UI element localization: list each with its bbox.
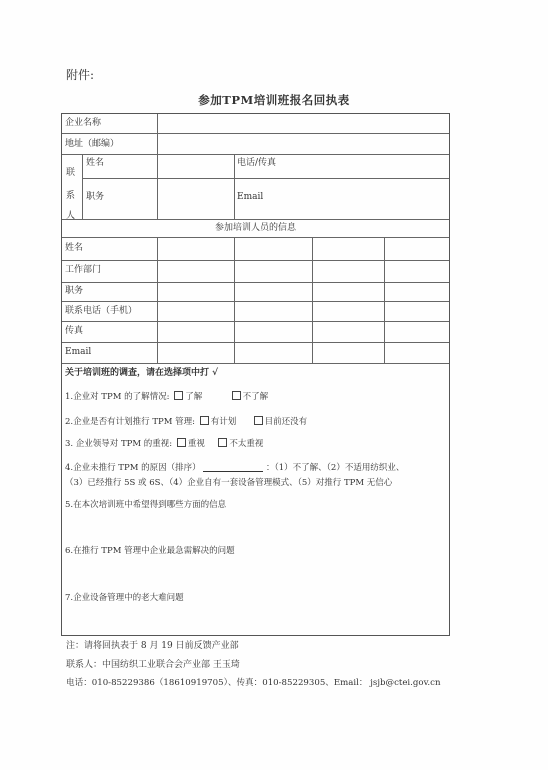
registration-table — [61, 113, 450, 636]
survey-q2-text: 2.企业是否有计划推行 TPM 管理: — [65, 417, 195, 427]
checkbox-value[interactable] — [177, 438, 186, 447]
attachment-label: 附件: — [66, 68, 95, 82]
survey-q1-text: 1.企业对 TPM 的了解情况: — [65, 392, 170, 402]
form-title: 参加TPM培训班报名回执表 — [198, 93, 350, 107]
checkbox-has-plan[interactable] — [200, 416, 209, 425]
trainee-row-label: 姓名 — [65, 243, 84, 253]
survey-heading: 关于培训班的调查，请在选择项中打 √ — [65, 368, 219, 378]
footer-contact-info: 电话：010-85229386（18610919705）、传真：010-85229305、Email： jsjb@ctei.gov.cn — [66, 678, 441, 688]
trainee-row-label: 职务 — [65, 286, 84, 296]
checkbox-not-value[interactable] — [218, 438, 227, 447]
survey-q2 — [65, 416, 307, 428]
survey-q4-line1 — [65, 462, 404, 474]
company-name-label: 企业名称 — [65, 118, 102, 128]
footer-contact-person: 联系人：中国纺织工业联合会产业部 王玉琦 — [66, 660, 240, 670]
checkbox-no-plan[interactable] — [254, 416, 263, 425]
q2-option-label: 有计划 — [210, 417, 237, 427]
checkbox-understand[interactable] — [174, 391, 183, 400]
trainees-section-title: 参加培训人员的信息 — [214, 223, 296, 233]
q2-option-label: 目前还没有 — [264, 417, 308, 427]
contact-side-char: 人 — [66, 211, 76, 221]
survey-q6: 6.在推行 TPM 管理中企业最急需解决的问题 — [65, 546, 235, 556]
survey-q7: 7.企业设备管理中的老大难问题 — [65, 593, 184, 603]
survey-q1 — [65, 391, 268, 403]
footer-note: 注：请将回执表于 8 月 19 日前反馈产业部 — [66, 641, 239, 651]
contact-position-label: 职务 — [86, 192, 105, 202]
survey-q4-text: 4.企业未推行 TPM 的原因（排序） — [65, 463, 201, 473]
trainee-row-label: 工作部门 — [65, 265, 102, 275]
company-address-label: 地址（邮编） — [65, 139, 120, 149]
checkbox-not-understand[interactable] — [232, 391, 241, 400]
contact-phone-label: 电话/传真 — [237, 158, 277, 168]
contact-name-label: 姓名 — [86, 158, 105, 168]
q1-option-label: 了解 — [185, 392, 203, 402]
trainee-row-label: 传真 — [65, 326, 84, 336]
survey-q3-text: 3. 企业领导对 TPM 的重视: — [65, 439, 173, 449]
q3-option-label: 重视 — [187, 439, 205, 449]
survey-q4-options: ：（1）不了解、（2）不适用纺织业、 — [266, 463, 405, 473]
contact-side-char: 联 — [66, 168, 76, 178]
trainee-row-label: Email — [65, 347, 92, 357]
q3-option-label: 不太重视 — [229, 439, 264, 449]
contact-email-label: Email — [237, 192, 264, 202]
survey-q5: 5.在本次培训班中希望得到哪些方面的信息 — [65, 500, 227, 510]
q1-option-label: 不了解 — [242, 392, 269, 402]
contact-side-char: 系 — [66, 191, 76, 201]
survey-q3 — [65, 438, 263, 450]
ranking-input[interactable] — [203, 462, 263, 472]
trainee-row-label: 联系电话（手机） — [65, 306, 138, 316]
survey-q4-line2: （3）已经推行 5S 或 6S、（4）企业自有一套设备管理模式、（5）对推行 TPM 无信心 — [65, 478, 393, 488]
